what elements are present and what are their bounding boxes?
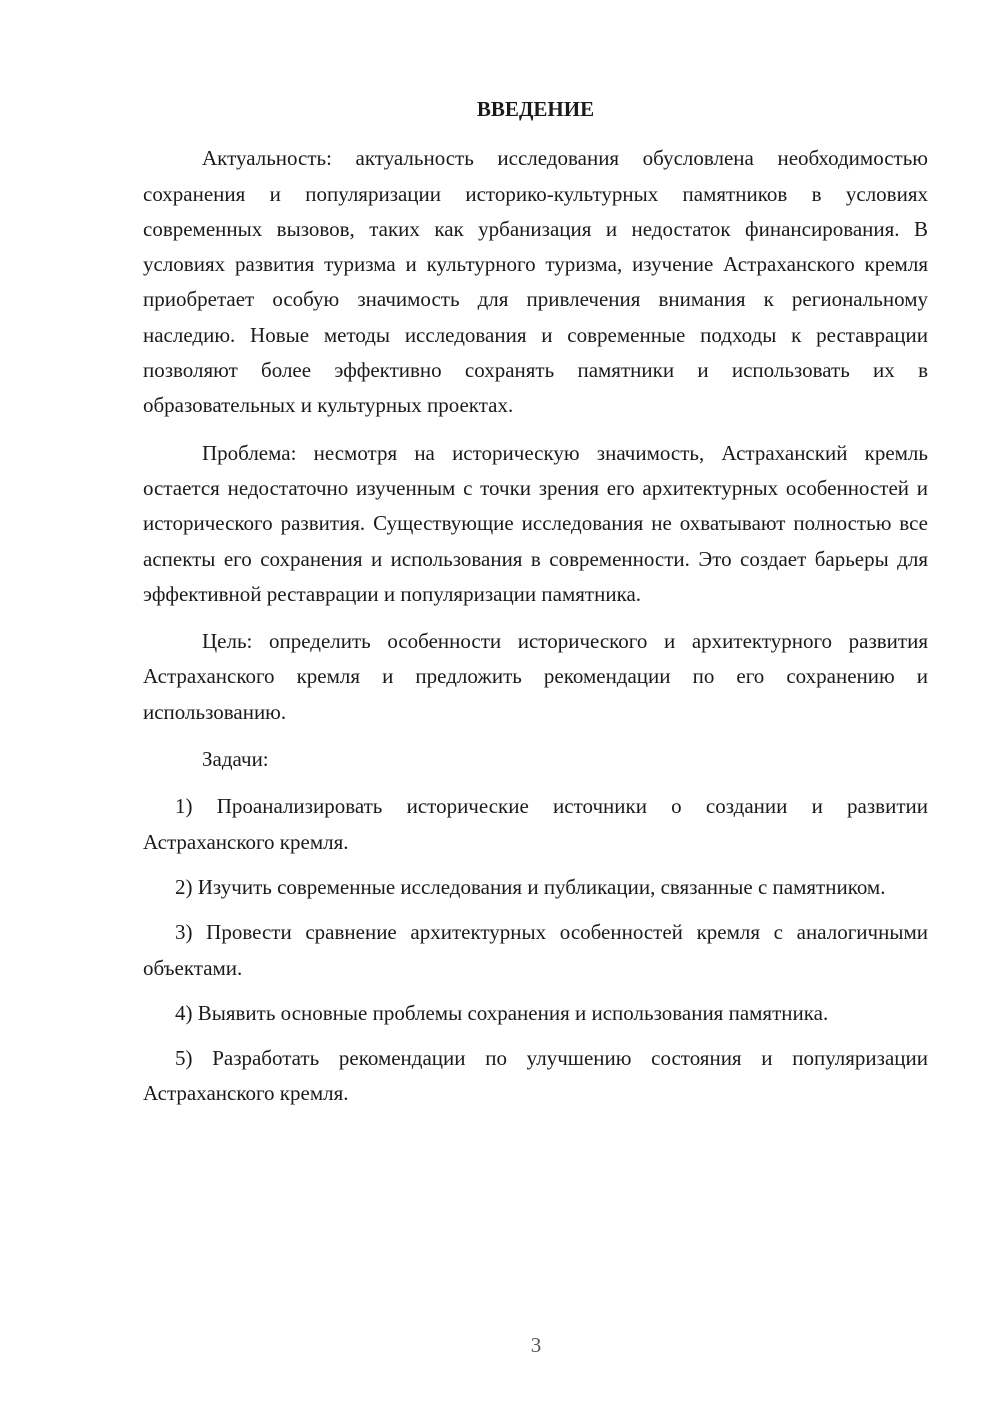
paragraph-goal: Цель: определить особенности исторического и архитектурного развития Астраханского кремля и предложить рекомендации по его сохранению и использованию. — [143, 629, 928, 724]
task-item-2: 2) Изучить современные исследования и публикации, связанные с памятником. — [175, 874, 886, 899]
task-item-5: 5) Разработать рекомендации по улучшению состояния и популяризации Астраханского кремля. — [143, 1046, 928, 1106]
tasks-heading: Задачи: — [202, 747, 269, 772]
document-page — [143, 92, 928, 1122]
paragraph-problem: Проблема: несмотря на историческую значимость, Астраханский кремль остается недостаточно изученным с точки зрения его архитектурных особенностей и исторического развития. Существующие исследования не охватывают полностью все аспекты его сохранения и использования в современности. Это создает барьеры для эффективной реставрации и популяризации памятника. — [143, 440, 928, 606]
paragraph-relevance: Актуальность: актуальность исследования обусловлена необходимостью сохранения и популяризации историко-культурных памятников в условиях современных вызовов, таких как урбанизация и недостаток финансирования. В условиях развития туризма и культурного туризма, изучение Астраханского кремля приобретает особую значимость для привлечения внимания к региональному наследию. Новые методы исследования и современные подходы к реставрации позволяют более эффективно сохранять памятники и использовать их в образовательных и культурных проектах. — [143, 146, 928, 418]
task-item-4: 4) Выявить основные проблемы сохранения и использования памятника. — [175, 1000, 829, 1025]
task-item-1: 1) Проанализировать исторические источники о создании и развитии Астраханского кремля. — [143, 794, 928, 854]
task-item-3: 3) Провести сравнение архитектурных особенностей кремля с аналогичными объектами. — [143, 920, 928, 980]
page-number: 3 — [530, 1333, 542, 1357]
section-title: ВВЕДЕНИЕ — [476, 97, 595, 121]
